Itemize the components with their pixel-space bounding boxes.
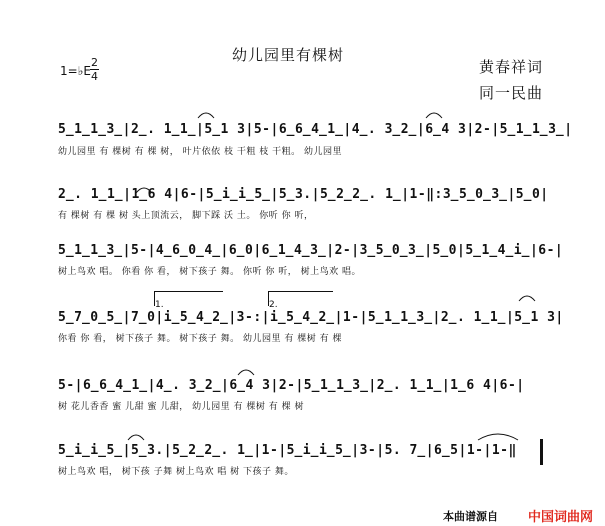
notation-line-6: 5̲i̲i̲5̲|5̲3.|5̲2̲2̲. 1̲|1-|5̲i̲i̲5̲|3-|5. 7̲|6̲5|1-|1-‖ xyxy=(58,443,517,458)
composer-credit: 同一民曲 xyxy=(479,84,544,102)
slur xyxy=(128,435,144,440)
song-title: 幼儿园里有棵树 xyxy=(232,46,345,64)
source-label: 本曲谱源自 xyxy=(443,510,498,523)
slur xyxy=(478,434,518,440)
notation-line-5: 5-|6̲6̲4̲1̲|4̲. 3̲2̲|6̲4 3|2-|5̲1̲1̲3̲|2̲. 1̲1̲|1̲6 4|6-| xyxy=(58,378,525,393)
slur xyxy=(426,113,442,118)
lyrics-line-5: 树 花儿香香 蜜 儿甜 蜜 儿甜， 幼儿园里 有 棵树 有 棵 树 xyxy=(58,402,304,412)
first-ending-bracket xyxy=(154,291,223,310)
meter-bottom: 4 xyxy=(91,70,98,83)
lyrics-line-3: 树上鸟欢 唱。 你看 你 看， 树下孩子 舞。 你听 你 听， 树上鸟欢 唱。 xyxy=(58,267,361,277)
lyrics-line-4: 你看 你 看， 树下孩子 舞。 树下孩子 舞。 幼儿园里 有 棵树 有 棵 xyxy=(58,334,342,344)
site-link[interactable]: 中国词曲网 xyxy=(528,510,594,525)
slur xyxy=(198,113,214,118)
notation-line-3: 5̲1̲1̲3̲|5-|4̲6̲0̲4̲|6̲0|6̲1̲4̲3̲|2-|3̲5̲0̲3̲|5̲0|5̲1̲4̲i̲|6-| xyxy=(58,243,564,258)
final-barline xyxy=(540,439,543,465)
slur xyxy=(519,296,535,301)
lyrics-line-1: 幼儿园里 有 棵树 有 棵 树， 叶片依依 枝 干粗 枝 干粗。 幼儿园里 xyxy=(58,147,342,157)
first-ending-label: 1. xyxy=(155,300,164,310)
notation-line-4: 5̲7̲0̲5̲|7̲0|i̲5̲4̲2̲|3-:|i̲5̲4̲2̲|1-|5̲1̲1̲3̲|2̲. 1̲1̲|5̲1 3| xyxy=(58,310,564,325)
second-ending-label: 2. xyxy=(269,300,278,310)
notation-line-1: 5̲1̲1̲3̲|2̲. 1̲1̲|5̲1 3|5-|6̲6̲4̲1̲|4̲. 3̲2̲|6̲4 3|2-|5̲1̲1̲3̲| xyxy=(58,122,573,137)
slur xyxy=(238,370,254,375)
key-signature: 1=♭E xyxy=(60,64,91,78)
meter-top: 2 xyxy=(91,56,98,69)
lyrics-line-6: 树上鸟欢 唱， 树下孩 子舞 树上鸟欢 唱 树 下孩子 舞。 xyxy=(58,467,294,477)
lyricist-credit: 黄春祥词 xyxy=(479,58,544,76)
second-ending-bracket xyxy=(268,291,333,310)
lyrics-line-2: 有 棵树 有 棵 树 头上顶流云， 脚下踩 沃 土。 你听 你 听， xyxy=(58,211,314,221)
notation-line-2: 2̲. 1̲1̲|1̲6 4|6-|5̲i̲i̲5̲|5̲3.|5̲2̲2̲. 1̲|1-‖:3̲5̲0̲3̲|5̲0| xyxy=(58,187,549,202)
